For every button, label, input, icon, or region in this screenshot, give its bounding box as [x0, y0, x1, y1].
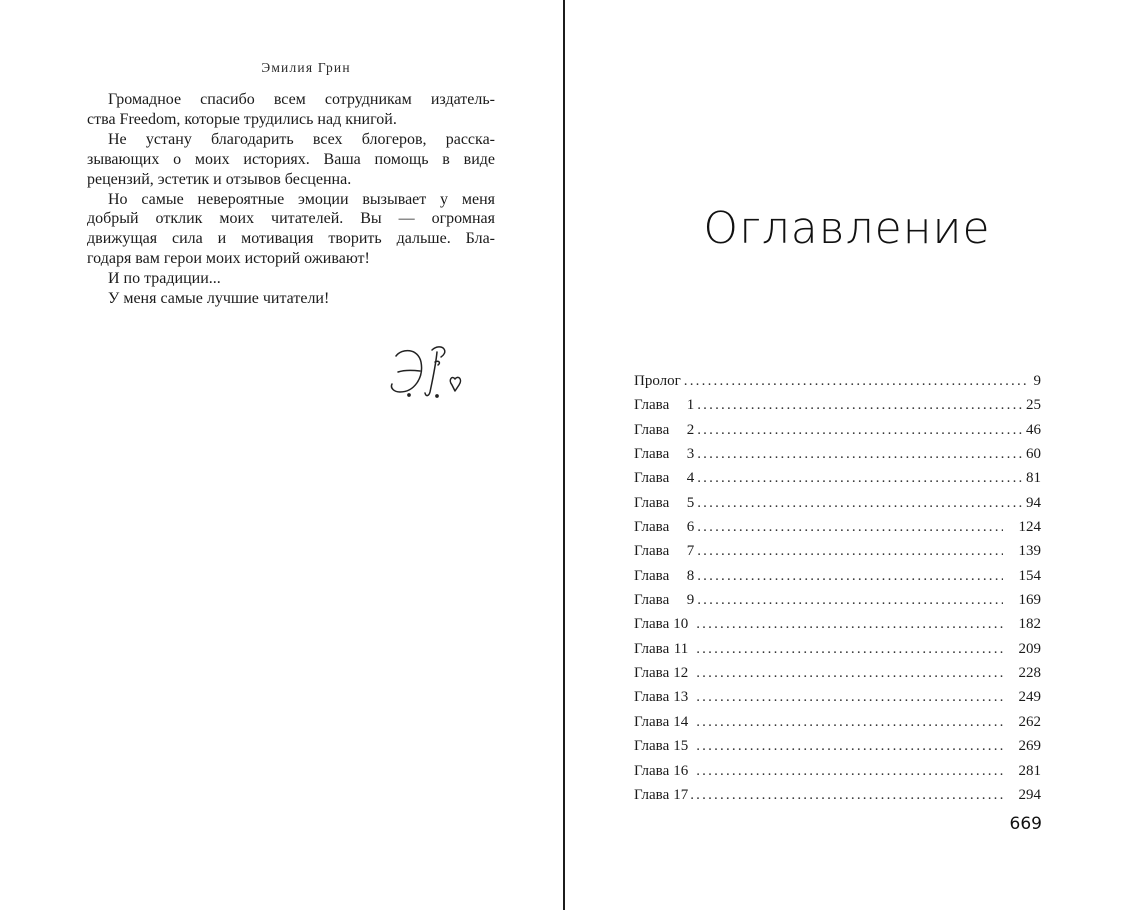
toc-leader-dots — [697, 539, 1003, 563]
toc-entry-page: 228 — [1018, 665, 1041, 682]
toc-entry-chapter[interactable] — [634, 539, 1041, 563]
toc-leader-dots — [697, 393, 1024, 417]
toc-entry-number: 7 — [686, 543, 695, 560]
running-head: Эмилия Грин — [261, 60, 351, 75]
toc-entry-page: 169 — [1018, 592, 1041, 609]
table-of-contents — [634, 369, 1041, 807]
toc-entry-page: 269 — [1018, 738, 1041, 755]
toc-entry-chapter[interactable] — [634, 685, 1041, 709]
toc-entry-chapter[interactable] — [634, 418, 1041, 442]
toc-entry-chapter[interactable] — [634, 637, 1041, 661]
toc-entry-number: 16 — [673, 762, 689, 779]
toc-leader-dots — [696, 637, 1003, 661]
toc-entry-label: Глава — [634, 762, 670, 779]
toc-entry-chapter[interactable] — [634, 710, 1041, 734]
toc-entry-page: 124 — [1018, 519, 1041, 536]
paragraph — [87, 90, 495, 130]
toc-entry-page: 294 — [1018, 786, 1041, 803]
toc-entry-page: 60 — [1026, 446, 1041, 463]
toc-entry-chapter[interactable] — [634, 515, 1041, 539]
text-line: Громадное спасибо всем сотрудникам издатель- — [108, 91, 495, 108]
toc-entry-chapter[interactable] — [634, 442, 1041, 466]
toc-entry-number: 3 — [686, 446, 695, 463]
toc-entry-prologue[interactable] — [634, 369, 1041, 393]
toc-entry-label: Глава — [634, 665, 670, 682]
toc-entry-chapter[interactable] — [634, 466, 1041, 490]
toc-entry-page: 249 — [1018, 689, 1041, 706]
toc-leader-dots — [696, 759, 1003, 783]
toc-entry-label: Глава — [634, 421, 670, 438]
toc-entry-label: Глава — [634, 713, 670, 730]
text-line: годаря вам герои моих историй оживают! — [87, 250, 370, 268]
toc-entry-page: 139 — [1018, 543, 1041, 560]
toc-entry-label: Глава — [634, 592, 670, 609]
toc-entry-chapter[interactable] — [634, 491, 1041, 515]
text-line: рецензий, эстетик и отзывов бесценна. — [87, 170, 352, 188]
text-line: добрый отклик моих читателей. Вы — огромная — [87, 210, 495, 228]
toc-entry-chapter[interactable] — [634, 783, 1041, 807]
signature-icon — [384, 340, 474, 406]
toc-entry-chapter[interactable] — [634, 564, 1041, 588]
text-line: зывающих о моих историях. Ваша помощь в виде — [87, 150, 495, 168]
toc-entry-label: Глава — [634, 470, 670, 487]
paragraph — [87, 269, 495, 289]
toc-leader-dots — [697, 418, 1024, 442]
toc-entry-label: Глава — [634, 397, 670, 414]
toc-entry-page: 46 — [1026, 421, 1041, 438]
text-line: У меня самые лучшие читатели! — [108, 290, 330, 308]
toc-entry-page: 154 — [1018, 567, 1041, 584]
toc-leader-dots — [690, 783, 1003, 807]
toc-entry-page: 281 — [1018, 762, 1041, 779]
toc-leader-dots — [696, 661, 1003, 685]
acknowledgements-text — [87, 90, 495, 309]
toc-leader-dots — [696, 685, 1003, 709]
toc-leader-dots — [696, 710, 1003, 734]
toc-entry-label: Глава — [634, 446, 670, 463]
toc-entry-number: 17 — [673, 786, 689, 803]
toc-entry-number: 15 — [673, 738, 689, 755]
toc-entry-number: 12 — [673, 665, 689, 682]
toc-leader-dots — [697, 466, 1024, 490]
toc-entry-number: 14 — [673, 713, 689, 730]
toc-entry-page: 9 — [1033, 373, 1041, 389]
toc-entry-page: 209 — [1018, 640, 1041, 657]
toc-entry-chapter[interactable] — [634, 661, 1041, 685]
toc-entry-chapter[interactable] — [634, 759, 1041, 783]
toc-entry-number: 9 — [686, 592, 695, 609]
right-page — [565, 0, 1129, 910]
toc-leader-dots — [697, 442, 1024, 466]
toc-entry-label: Пролог — [634, 373, 681, 389]
text-line: И по традиции... — [108, 270, 221, 288]
toc-entry-chapter[interactable] — [634, 612, 1041, 636]
toc-entry-page: 94 — [1026, 494, 1041, 511]
toc-entry-number: 2 — [686, 421, 695, 438]
toc-leader-dots — [697, 588, 1003, 612]
toc-entry-page: 25 — [1026, 397, 1041, 414]
toc-leader-dots — [697, 515, 1003, 539]
left-page — [0, 0, 563, 910]
toc-entry-label: Глава — [634, 738, 670, 755]
paragraph — [87, 289, 495, 309]
toc-entry-label: Глава — [634, 689, 670, 706]
toc-entry-number: 13 — [673, 689, 689, 706]
toc-entry-number: 10 — [673, 616, 689, 633]
toc-entry-label: Глава — [634, 519, 670, 536]
toc-entry-chapter[interactable] — [634, 734, 1041, 758]
toc-entry-label: Глава — [634, 494, 670, 511]
text-line: ства Freedom, которые трудились над книгой. — [87, 110, 397, 128]
toc-leader-dots — [697, 564, 1003, 588]
toc-entry-chapter[interactable] — [634, 588, 1041, 612]
toc-entry-number: 1 — [686, 397, 695, 414]
paragraph — [87, 190, 495, 270]
page-number: 669 — [1009, 814, 1042, 834]
toc-entry-page: 182 — [1018, 616, 1041, 633]
toc-entry-page: 81 — [1026, 470, 1041, 487]
toc-entry-number: 11 — [673, 640, 689, 657]
toc-entry-label: Глава — [634, 543, 670, 560]
toc-entry-number: 4 — [686, 470, 695, 487]
toc-entry-chapter[interactable] — [634, 393, 1041, 417]
toc-entry-number: 6 — [686, 519, 695, 536]
toc-entry-page: 262 — [1018, 713, 1041, 730]
text-line: Но самые невероятные эмоции вызывает у меня — [108, 190, 495, 208]
toc-leader-dots — [684, 369, 1028, 393]
paragraph — [87, 130, 495, 190]
toc-entry-label: Глава — [634, 640, 670, 657]
text-line: движущая сила и мотивация творить дальше. Бла- — [87, 230, 495, 248]
text-line: Не устану благодарить всех блогеров, расска- — [108, 130, 495, 148]
toc-entry-label: Глава — [634, 786, 670, 803]
toc-entry-number: 5 — [686, 494, 695, 511]
toc-entry-number: 8 — [686, 567, 695, 584]
toc-leader-dots — [696, 612, 1003, 636]
toc-entry-label: Глава — [634, 616, 670, 633]
toc-leader-dots — [697, 491, 1024, 515]
toc-title: Оглавление — [703, 203, 991, 254]
toc-entry-label: Глава — [634, 567, 670, 584]
toc-leader-dots — [696, 734, 1003, 758]
